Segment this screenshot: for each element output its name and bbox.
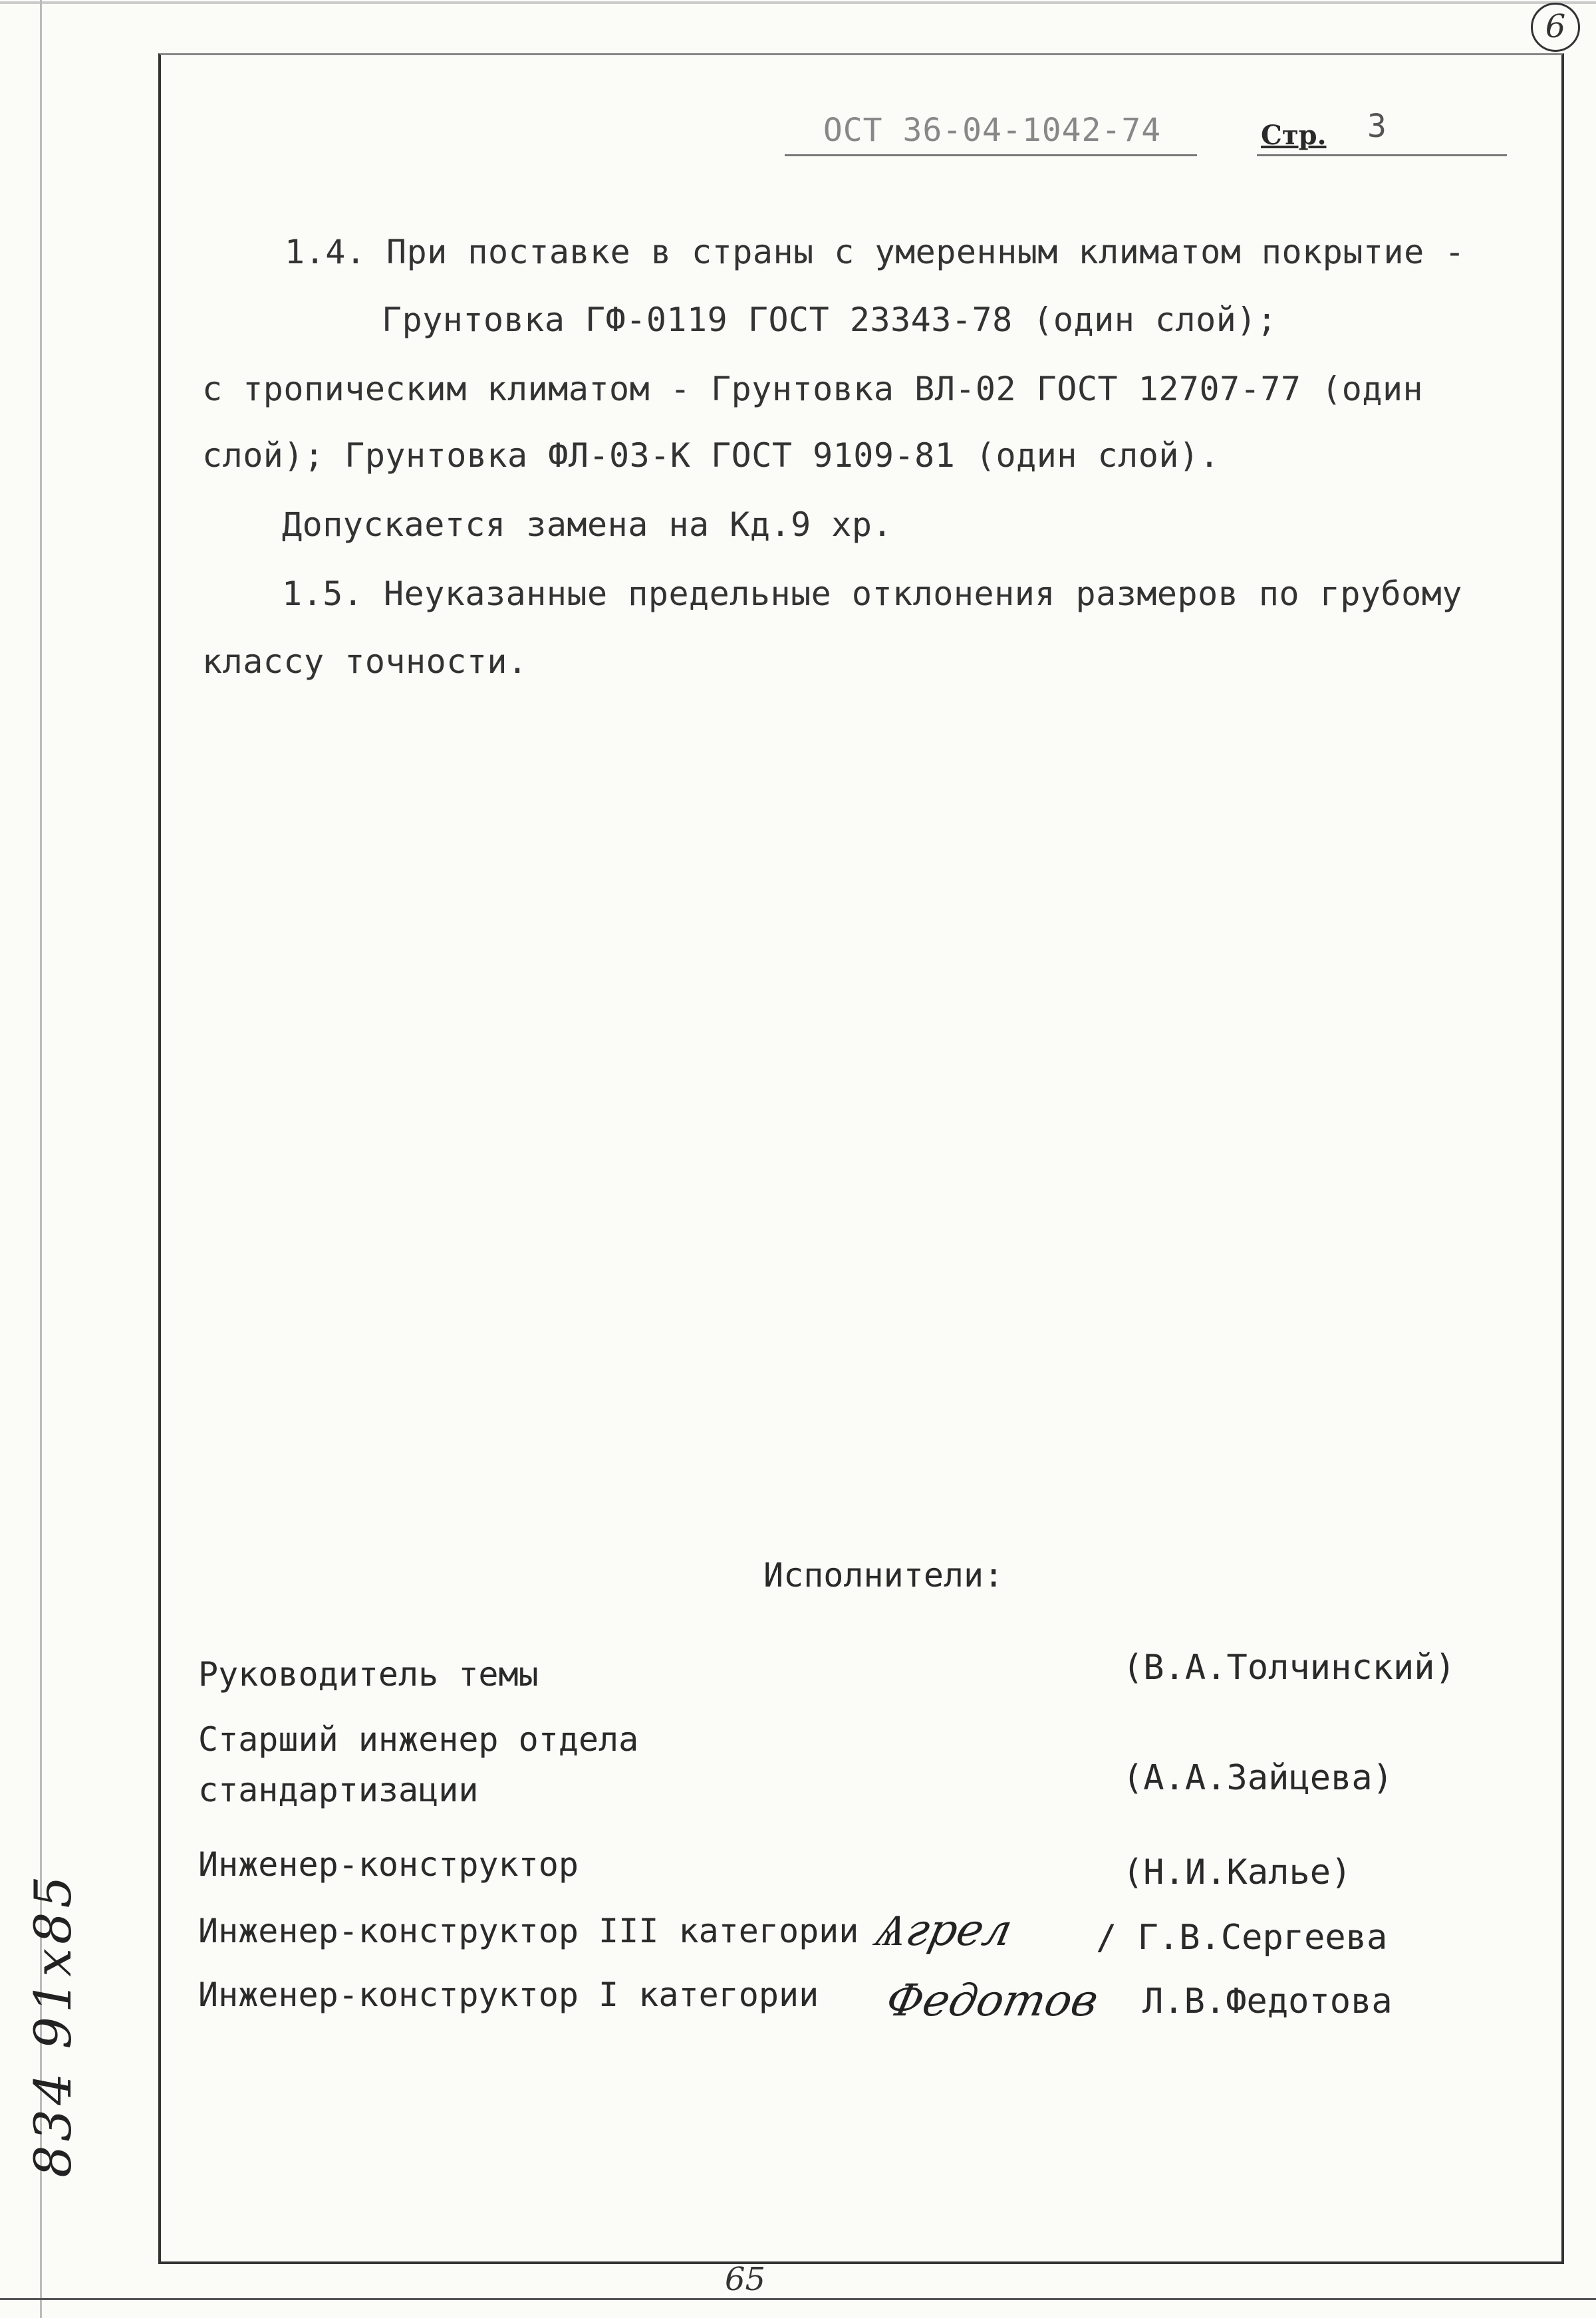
executor-row	[198, 1845, 1462, 1914]
handwritten-side-note: 834 91x85	[23, 1872, 82, 2178]
paragraph-line: Грунтовка ГФ-0119 ГОСТ 23343-78 (один слой);	[382, 301, 1277, 339]
paragraph-line: 1.5. Неуказанные предельные отклонения размеров по грубому	[282, 575, 1462, 613]
executor-name: (Н.И.Калье)	[1123, 1853, 1352, 1892]
executor-role: Инженер-конструктор III категории	[198, 1912, 859, 1950]
executor-name: Л.В.Федотова	[1142, 1982, 1393, 2021]
executor-role: Инженер-конструктор I категории	[198, 1976, 819, 2014]
executor-name: / Г.В.Сергеева	[1096, 1918, 1388, 1958]
document-code: ОСТ 36-04-1042-74	[823, 112, 1162, 149]
footer-page-number: 65	[725, 2261, 766, 2298]
document-code-underline	[785, 154, 1197, 156]
page-number-underline	[1257, 154, 1507, 156]
paragraph-line: 1.4. При поставке в страны с умеренным климатом покрытие -	[285, 233, 1465, 271]
scan-top-edge	[0, 1, 1596, 4]
signature: Федотов	[881, 1975, 1103, 2026]
paragraph-line: Допускается замена на Кд.9 хр.	[282, 505, 893, 544]
executors-title: Исполнители:	[763, 1556, 1004, 1595]
paragraph-line: классу точности.	[202, 642, 528, 681]
page-label: Стр.	[1261, 120, 1327, 151]
scan-bottom-edge	[0, 2298, 1596, 2300]
sheet-number: 6	[1531, 3, 1580, 52]
executor-name: (В.А.Толчинский)	[1123, 1648, 1456, 1688]
executor-role: Руководитель темы	[198, 1655, 539, 1694]
executor-row	[198, 1720, 1462, 1853]
executor-row	[198, 1904, 1462, 1975]
executor-role: Старший инженер отдела стандартизации	[198, 1720, 639, 1809]
page-number: 3	[1367, 108, 1387, 145]
executor-row	[198, 1975, 1462, 2036]
paragraph-line: слой); Грунтовка ФЛ-03-К ГОСТ 9109-81 (один слой).	[202, 436, 1220, 475]
signature: Ѧгрел	[870, 1904, 1017, 1956]
executors-list	[198, 1636, 1462, 2036]
paragraph-line: с тропическим климатом - Грунтовка ВЛ-02 ГОСТ 12707-77 (один	[202, 370, 1424, 408]
executor-role: Инженер-конструктор	[198, 1845, 579, 1884]
executor-name: (А.А.Зайцева)	[1123, 1758, 1393, 1798]
